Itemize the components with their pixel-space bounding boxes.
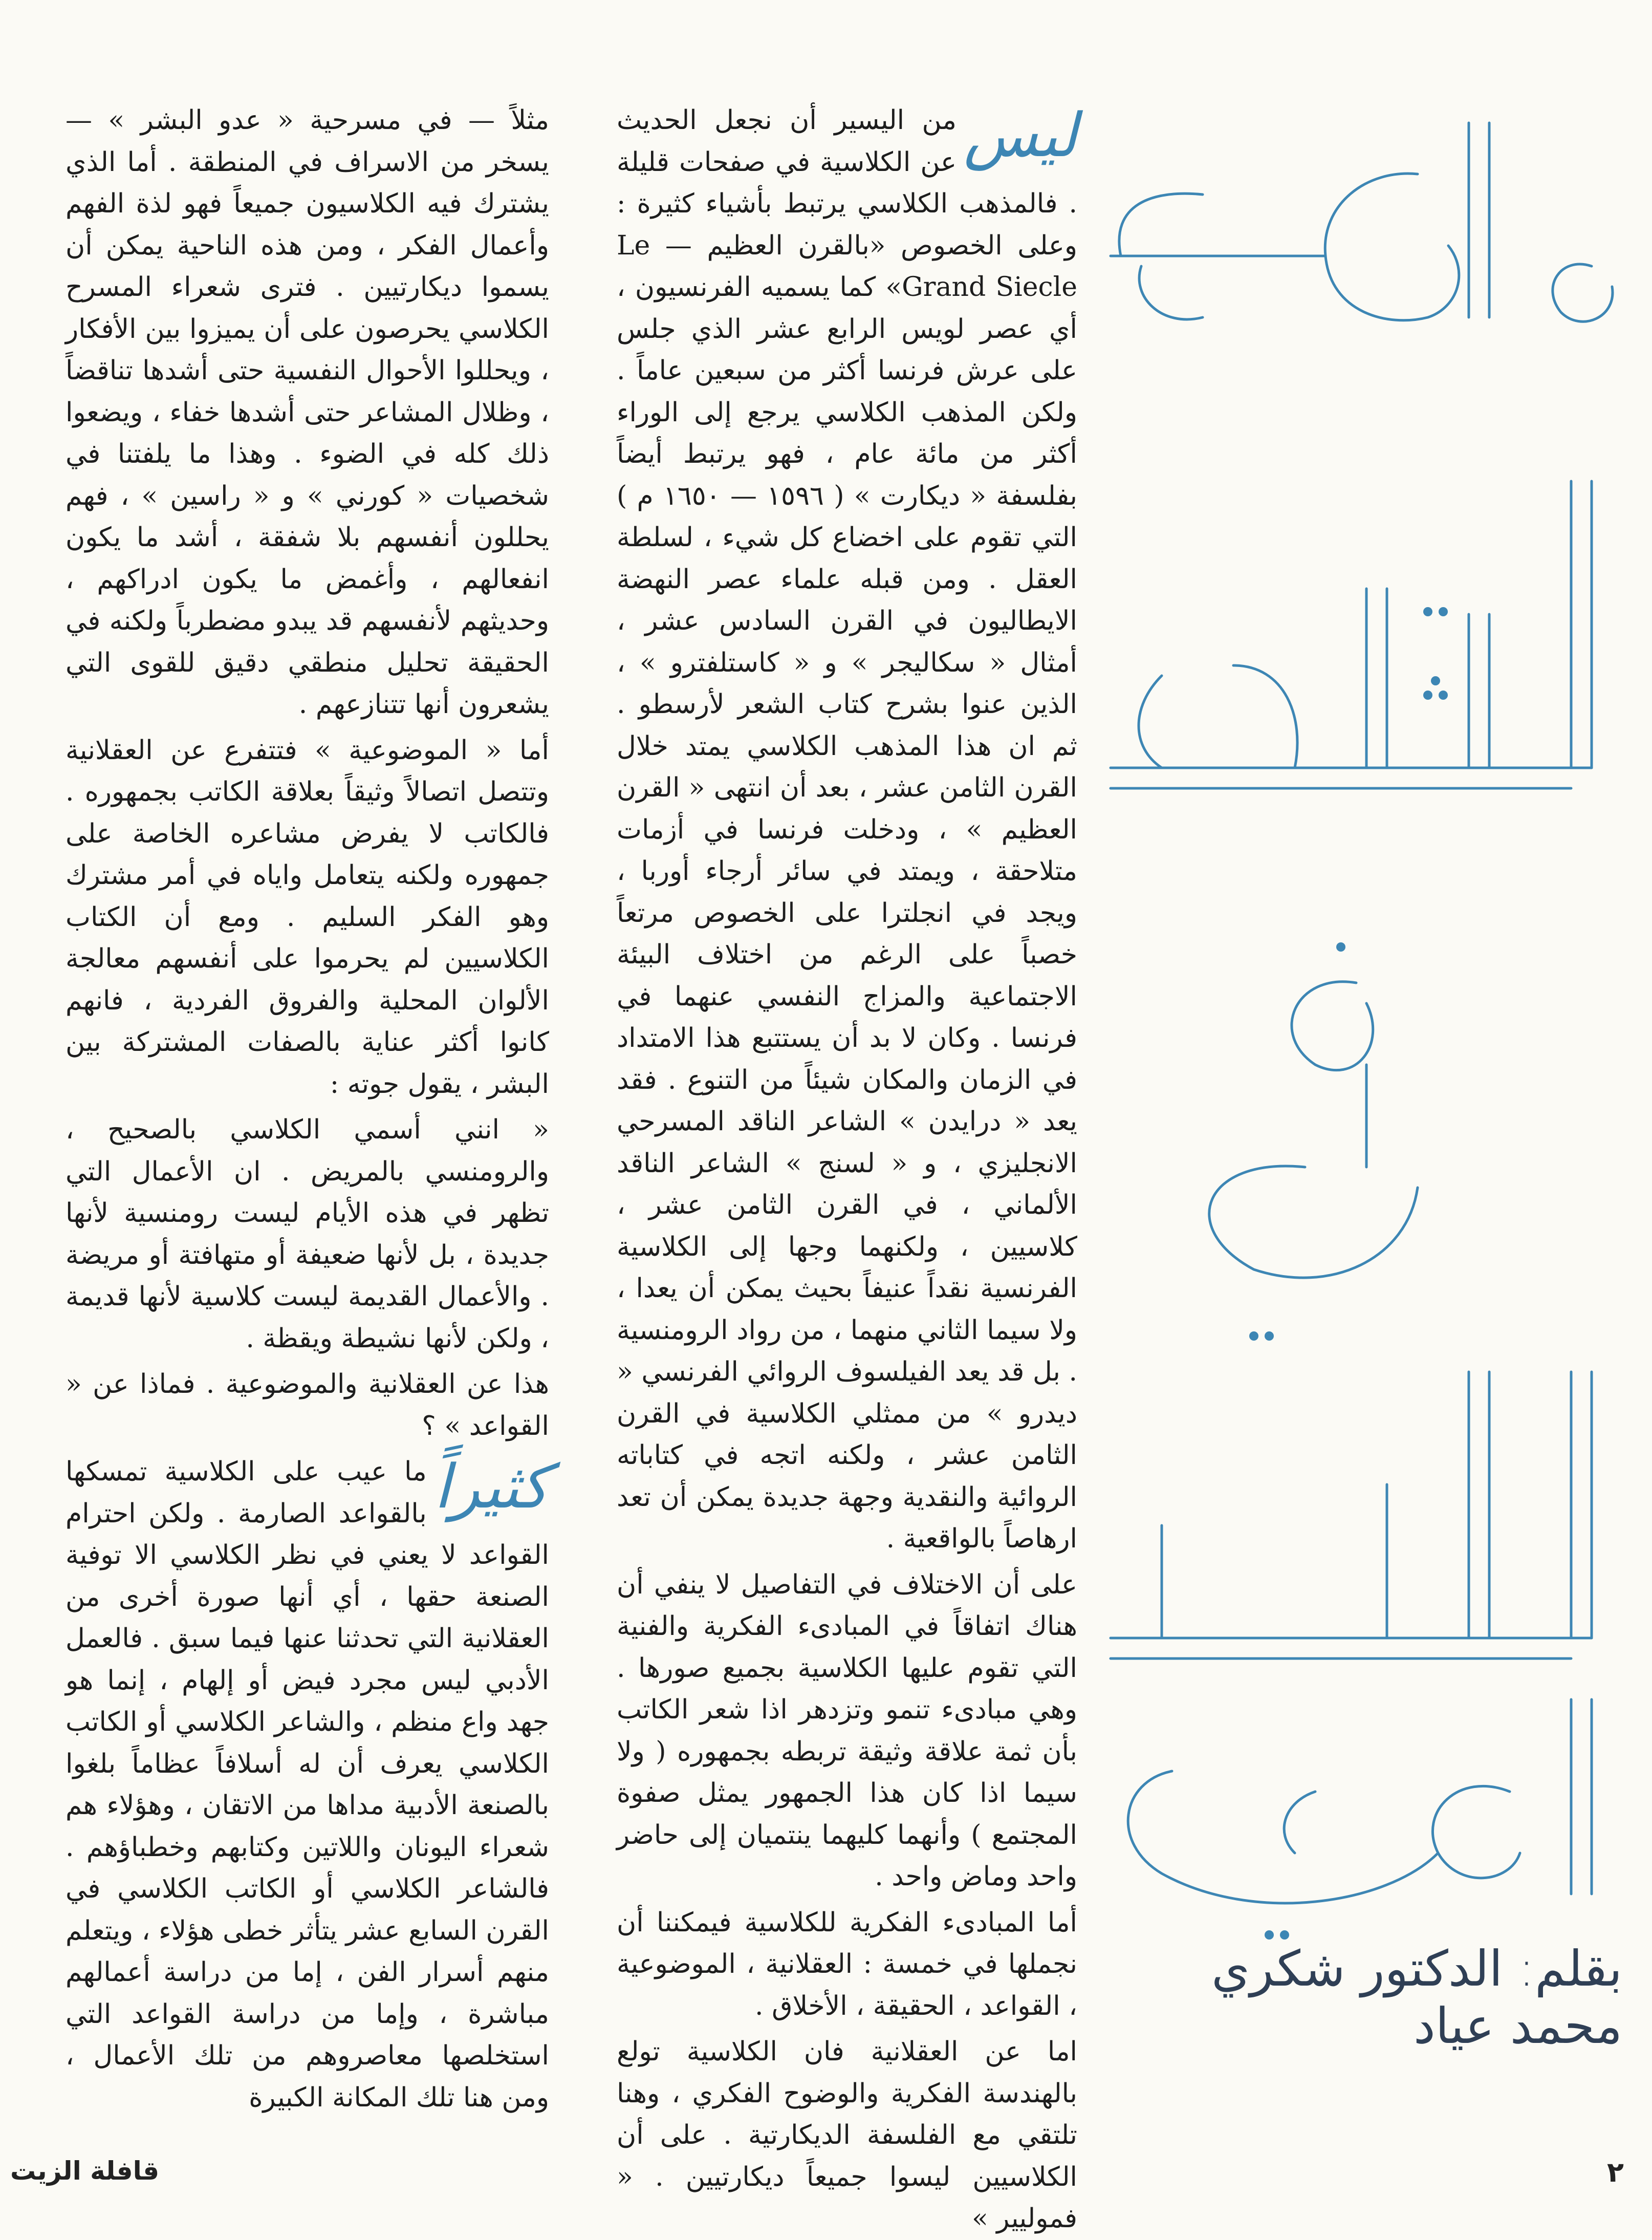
footer-page-number: ٢	[1607, 2156, 1624, 2188]
paragraph: أما المبادىء الفكرية للكلاسية فيمكننا أن نجملها في خمسة : العقلانية ، الموضوعية ، القواعد ، الحقيقة ، الأخلاق .	[617, 1907, 1077, 2021]
paragraph: اما عن العقلانية فان الكلاسية تولع بالهندسة الفكرية والوضوح الفكري ، وهنا تلتقي مع الفلسفة الديكارتية . على أن الكلاسيين ليسوا جميعاً ديكارتيين . « فموليير »	[617, 2036, 1077, 2234]
footer-magazine-name: قافلة الزيت	[10, 2156, 160, 2186]
paragraph: ما عيب على الكلاسية تمسكها بالقواعد الصارمة . ولكن احترام القواعد لا يعني في نظر الكلاسي الا توفية الصنعة حقها ، أي أنها صورة أخرى من العقلانية التي تحدثنا عنها فيما سبق . فالعمل الأدبي ليس مجرد فيض أو إلهام ، إنما هو جهد واع منظم ، والشاعر الكلاسي أو الكاتب الكلاسي يعرف أن له أسلافاً عظاماً بلغوا بالصنعة الأدبية مداها من الاتقان ، وهؤلاء هم شعراء اليونان واللاتين وكتابهم وخطباؤهم . فالشاعر الكلاسي أو الكاتب الكلاسي في القرن السابع عشر يتأثر خطى هؤلاء ، ويتعلم منهم أسرار الفن ، إما من دراسة أعمالهم مباشرة ، وإما من دراسة القواعد التي استخلصها معاصروهم من تلك الأعمال ، ومن هنا تلك المكانة الكبيرة	[66, 1456, 550, 2113]
paragraph: مثلاً — في مسرحية « عدو البشر » — يسخر من الاسراف في المنطقة . أما الذي يشترك فيه الكلاسيون جميعاً فهو لذة الفهم وأعمال الفكر ، ومن هذه الناحية يمكن أن يسموا ديكارتيين . فترى شعراء المسرح الكلاسي يحرصون على أن يميزوا بين الأفكار ، ويحللوا الأحوال النفسية حتى أشدها تناقضاً ، وظلال المشاعر حتى أشدها خفاء ، ويضعوا ذلك كله في الضوء . وهذا ما يلفتنا في شخصيات « كورني » و « راسين » ، فهم يحللون أنفسهم بلا شفقة ، أشد ما يكون انفعالهم ، وأغمض ما يكون ادراكهم ، وحديثهم لأنفسهم قد يبدو مضطرباً ولكنه في الحقيقة تحليل منطقي دقيق للقوى التي يشعرون أنها تتنازعهم .	[66, 105, 549, 720]
dropcap-right: ليس	[964, 100, 1077, 170]
paragraph: على أن الاختلاف في التفاصيل لا ينفي أن هناك اتفاقاً في المبادىء الفكرية والفنية التي تقوم عليها الكلاسية بجميع صورها . وهي مبادىء تنمو وتزدهر اذا شعر الكاتب بأن ثمة علاقة وثيقة تربطه بجمهوره ( ولا سيما اذا كان هذا الجمهور يمثل صفوة المجتمع ) وأنهما كليهما ينتميان إلى حاضر واحد وماض واحد .	[617, 1569, 1077, 1892]
paragraph: من اليسير أن نجعل الحديث عن الكلاسية في صفحات قليلة . فالمذهب الكلاسي يرتبط بأشياء كثيرة : وعلى الخصوص «بالقرن العظيم — Le Grand Siecle» كما يسميه الفرنسيون ، أي عصر لويس الرابع عشر الذي جلس على عرش فرنسا أكثر من سبعين عاماً . ولكن المذهب الكلاسي يرجع إلى الوراء أكثر من مائة عام ، فهو يرتبط أيضاً بفلسفة « ديكارت » ( ١٥٩٦ — ١٦٥٠ م ) التي تقوم على اخضاع كل شيء ، لسلطة العقل . ومن قبله علماء عصر النهضة الايطاليون في القرن السادس عشر ، أمثال « سكاليجر » و « كاستلفترو » ، الذين عنوا بشرح كتاب الشعر لأرسطو . ثم ان هذا المذهب الكلاسي يمتد خلال القرن الثامن عشر ، بعد أن انتهى « القرن العظيم » ، ودخلت فرنسا في أزمات متلاحقة ، ويمتد في سائر أرجاء أوربا ، ويجد في انجلترا على الخصوص مرتعاً خصباً على الرغم من اختلاف البيئة الاجتماعية والمزاج النفسي عنهما في فرنسا . وكان لا بد أن يستتبع هذا الامتداد في الزمان والمكان شيئاً من التنوع . فقد يعد « درايدن » الشاعر الناقد المسرحي الانجليزي ، و « لسنج » الشاعر الناقد الألماني ، في القرن الثامن عشر ، كلاسيين ، ولكنهما وجها إلى الكلاسية الفرنسية نقداً عنيفاً بحيث يمكن أن يعدا ، ولا سيما الثاني منهما ، من رواد الرومنسية . بل قد يعد الفيلسوف الروائي الفرنسي « ديدرو » من ممثلي الكلاسية في القرن الثامن عشر ، ولكنه اتجه في كتاباته الروائية والنقدية وجهة جديدة يمكن أن تعد ارهاصاً بالواقعية .	[617, 105, 1077, 1554]
article-column-right	[617, 100, 1077, 2234]
article-column-left	[66, 100, 549, 2137]
paragraph: أما « الموضوعية » فتتفرع عن العقلانية وتتصل اتصالاً وثيقاً بعلاقة الكاتب بجمهوره . فالكاتب لا يفرض مشاعره الخاصة على جمهوره ولكنه يتعامل واياه في أمر مشترك وهو الفكر السليم . ومع أن الكتاب الكلاسيين لم يحرموا على أنفسهم معالجة الألوان المحلية والفروق الفردية ، فانهم كانوا أكثر عناية بالصفات المشتركة بين البشر ، يقول جوته :	[66, 735, 549, 1100]
article-title	[1100, 102, 1627, 1945]
dropcap-left: كثيراً	[433, 1451, 549, 1522]
paragraph: هذا عن العقلانية والموضوعية . فماذا عن « القواعد » ؟	[66, 1369, 549, 1441]
title-calligraphy	[1100, 102, 1627, 1945]
quote-paragraph: « انني أسمي الكلاسي بالصحيح ، والرومنسي بالمريض . ان الأعمال التي تظهر في هذه الأيام ليست رومنسية لأنها جديدة ، بل لأنها ضعيفة أو متهافتة أو مريضة . والأعمال القديمة ليست كلاسية لأنها قديمة ، ولكن لأنها نشيطة ويقظة .	[66, 1114, 549, 1354]
byline: بقلم: الدكتور شكري محمد عياد	[1211, 1940, 1622, 2055]
